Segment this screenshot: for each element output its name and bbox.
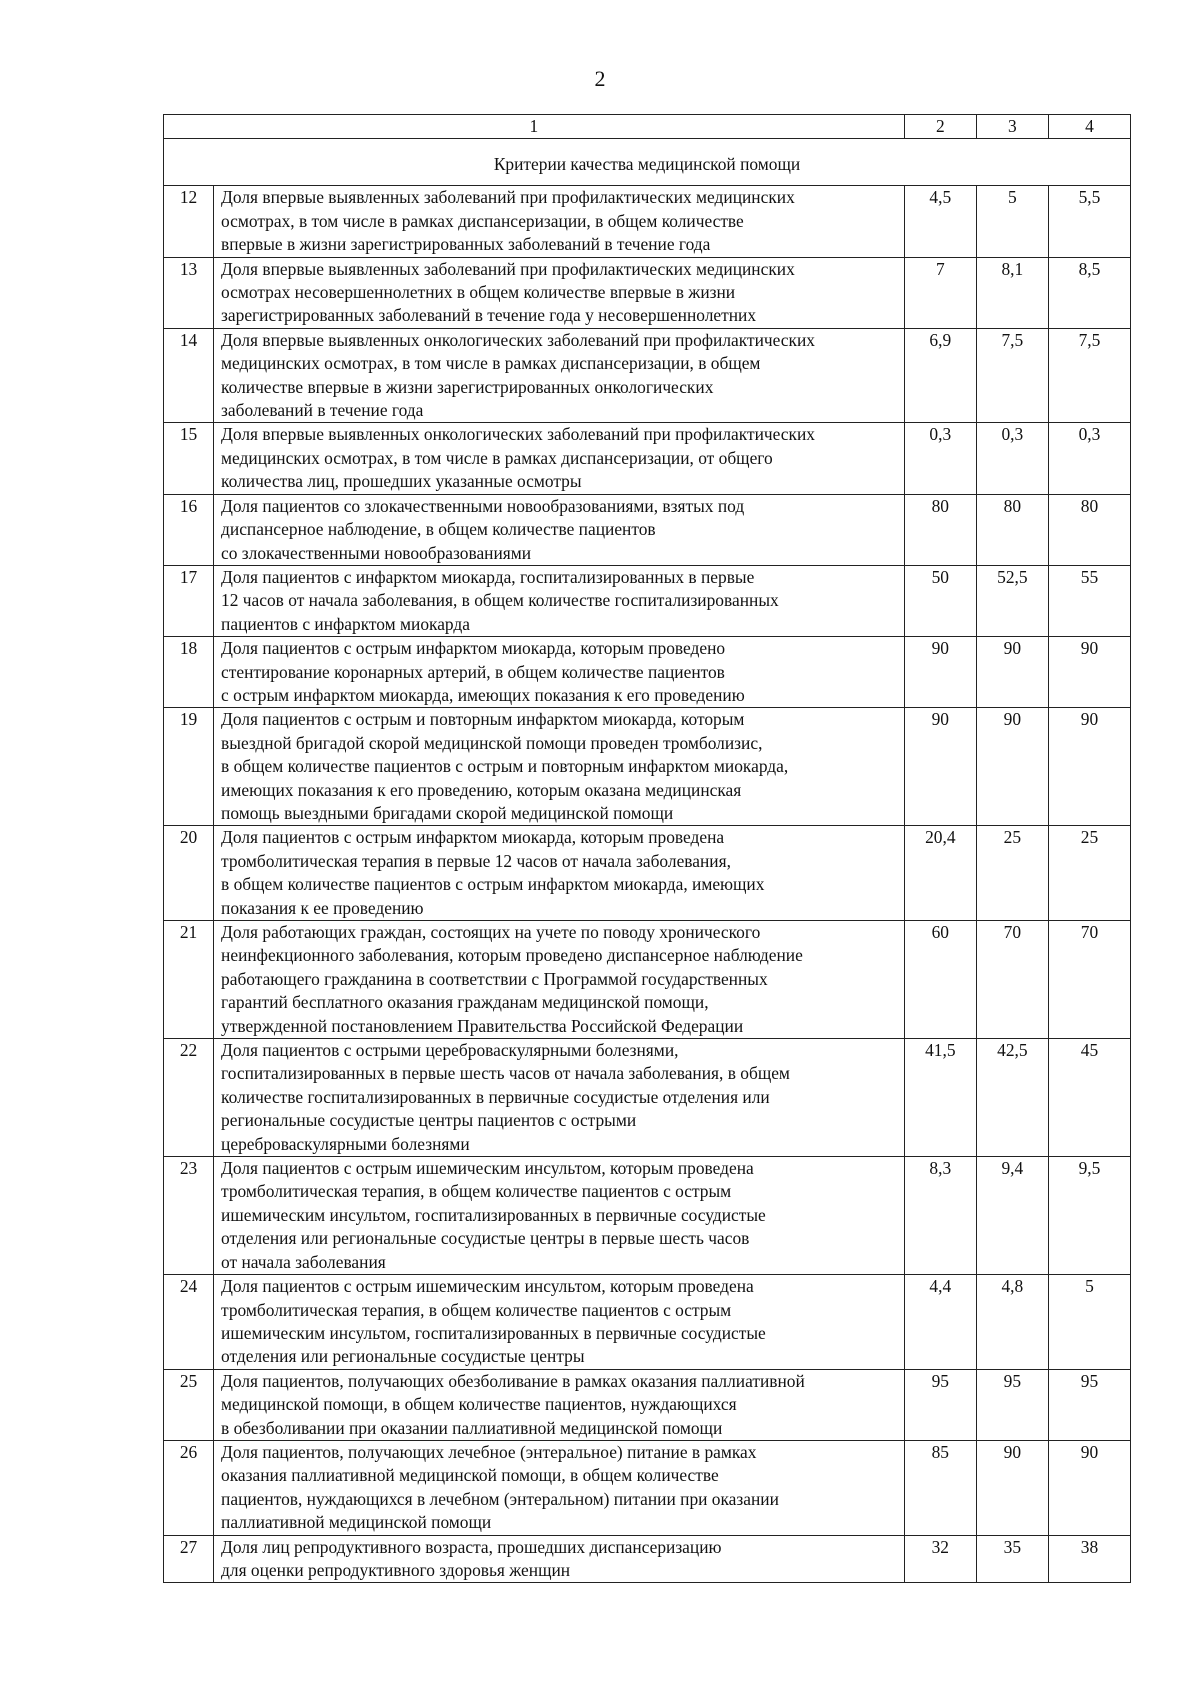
criterion-text-line: отделения или региональные сосудистые центры в первые шесть часов [221, 1228, 750, 1249]
criterion-text-line: медицинской помощи, в общем количестве пациентов, нуждающихся [221, 1394, 737, 1415]
value-v4: 55 [1048, 565, 1130, 636]
column-number-row [164, 115, 1131, 139]
value-v4: 70 [1048, 921, 1130, 1039]
column-header-2: 2 [904, 115, 976, 139]
criterion-text-line: пациентов с инфарктом миокарда [221, 613, 470, 634]
criterion-text-line: Доля пациентов с инфарктом миокарда, госпитализированных в первые [221, 566, 755, 587]
criterion-text-line: диспансерное наблюдение, в общем количестве пациентов [221, 519, 656, 540]
value-v3: 4,8 [976, 1275, 1048, 1370]
value-v4: 8,5 [1048, 257, 1130, 328]
value-v2: 4,5 [904, 186, 976, 257]
value-v3: 9,4 [976, 1157, 1048, 1275]
criterion-text [214, 826, 905, 921]
criterion-text-line: неинфекционного заболевания, которым проведено диспансерное наблюдение [221, 945, 803, 966]
value-v4: 0,3 [1048, 423, 1130, 494]
column-header-3: 3 [976, 115, 1048, 139]
value-v4: 5,5 [1048, 186, 1130, 257]
value-v2: 50 [904, 565, 976, 636]
criterion-text-line: заболеваний в течение года [221, 400, 424, 421]
table-row [164, 565, 1131, 636]
criterion-text-line: впервые в жизни зарегистрированных заболеваний в течение года [221, 234, 711, 255]
criterion-text [214, 186, 905, 257]
row-number: 12 [164, 186, 214, 257]
criterion-text-line: медицинских осмотрах, в том числе в рамках диспансеризации, от общего [221, 447, 773, 468]
row-number: 22 [164, 1039, 214, 1157]
value-v3: 70 [976, 921, 1048, 1039]
criterion-text-line: осмотрах несовершеннолетних в общем количестве впервые в жизни [221, 282, 736, 303]
value-v2: 4,4 [904, 1275, 976, 1370]
criterion-text-line: помощь выездными бригадами скорой медицинской помощи [221, 802, 674, 823]
row-number: 27 [164, 1535, 214, 1583]
criterion-text-line: Доля пациентов, получающих лечебное (энтеральное) питание в рамках [221, 1441, 757, 1462]
row-number: 21 [164, 921, 214, 1039]
table-row [164, 826, 1131, 921]
section-title-row [164, 139, 1131, 186]
criterion-text-line: Доля пациентов с острым ишемическим инсультом, которым проведена [221, 1158, 754, 1179]
criterion-text-line: Доля пациентов с острым ишемическим инсультом, которым проведена [221, 1276, 754, 1297]
criterion-text-line: отделения или региональные сосудистые центры [221, 1346, 585, 1367]
criterion-text-line: с острым инфарктом миокарда, имеющих показания к его проведению [221, 684, 745, 705]
row-number: 17 [164, 565, 214, 636]
column-header-1: 1 [164, 115, 905, 139]
criterion-text [214, 1440, 905, 1535]
value-v2: 90 [904, 637, 976, 708]
row-number: 16 [164, 494, 214, 565]
column-header-4: 4 [1048, 115, 1130, 139]
value-v2: 7 [904, 257, 976, 328]
row-number: 18 [164, 637, 214, 708]
page-number: 2 [594, 66, 606, 91]
criterion-text-line: Доля работающих граждан, состоящих на учете по поводу хронического [221, 922, 761, 942]
criterion-text-line: тромболитическая терапия в первые 12 часов от начала заболевания, [221, 850, 731, 871]
criterion-text-line: медицинских осмотрах, в том числе в рамках диспансеризации, в общем [221, 353, 761, 374]
value-v2: 6,9 [904, 328, 976, 423]
row-number: 15 [164, 423, 214, 494]
criterion-text-line: осмотрах, в том числе в рамках диспансеризации, в общем количестве [221, 210, 744, 231]
criterion-text [214, 1157, 905, 1275]
criterion-text-line: в общем количестве пациентов с острым инфарктом миокарда, имеющих [221, 874, 765, 895]
value-v2: 85 [904, 1440, 976, 1535]
criterion-text [214, 565, 905, 636]
table-row [164, 708, 1131, 826]
criterion-text-line: в обезболивании при оказании паллиативной медицинской помощи [221, 1417, 723, 1438]
criterion-text-line: Доля впервые выявленных онкологических заболеваний при профилактических [221, 424, 815, 445]
criterion-text-line: тромболитическая терапия, в общем количестве пациентов с острым [221, 1299, 732, 1320]
criterion-text-line: ишемическим инсультом, госпитализированных в первичные сосудистые [221, 1204, 766, 1225]
criterion-text-line: цереброваскулярными болезнями [221, 1133, 470, 1154]
criterion-text-line: имеющих показания к его проведению, которым оказана медицинская [221, 779, 742, 800]
value-v3: 90 [976, 708, 1048, 826]
value-v4: 45 [1048, 1039, 1130, 1157]
criterion-text-line: Доля впервые выявленных заболеваний при профилактических медицинских [221, 187, 795, 208]
criterion-text [214, 257, 905, 328]
row-number: 26 [164, 1440, 214, 1535]
criterion-text-line: региональные сосудистые центры пациентов с острыми [221, 1110, 637, 1131]
criterion-text-line: от начала заболевания [221, 1251, 386, 1272]
criterion-text [214, 1369, 905, 1440]
value-v3: 95 [976, 1369, 1048, 1440]
value-v2: 60 [904, 921, 976, 1039]
value-v4: 90 [1048, 708, 1130, 826]
value-v3: 25 [976, 826, 1048, 921]
criterion-text-line: ишемическим инсультом, госпитализированных в первичные сосудистые [221, 1322, 766, 1343]
criterion-text-line: количества лиц, прошедших указанные осмотры [221, 471, 582, 492]
value-v3: 0,3 [976, 423, 1048, 494]
value-v4: 5 [1048, 1275, 1130, 1370]
criterion-text-line: зарегистрированных заболеваний в течение года у несовершеннолетних [221, 305, 757, 326]
criterion-text [214, 1535, 905, 1583]
value-v4: 9,5 [1048, 1157, 1130, 1275]
criterion-text-line: количестве госпитализированных в первичные сосудистые отделения или [221, 1086, 770, 1107]
row-number: 19 [164, 708, 214, 826]
table-row [164, 637, 1131, 708]
criterion-text-line: Доля пациентов с острым и повторным инфарктом миокарда, которым [221, 709, 745, 730]
criterion-text-line: Доля пациентов со злокачественными новообразованиями, взятых под [221, 495, 745, 516]
table-row [164, 186, 1131, 257]
row-number: 13 [164, 257, 214, 328]
row-number: 20 [164, 826, 214, 921]
value-v3: 5 [976, 186, 1048, 257]
table-row [164, 328, 1131, 423]
criterion-text [214, 1275, 905, 1370]
criterion-text [214, 494, 905, 565]
criterion-text [214, 423, 905, 494]
table-row [164, 1157, 1131, 1275]
criterion-text-line: Доля пациентов, получающих обезболивание в рамках оказания паллиативной [221, 1370, 805, 1391]
table-row [164, 1440, 1131, 1535]
table-row [164, 1369, 1131, 1440]
value-v3: 90 [976, 637, 1048, 708]
value-v2: 80 [904, 494, 976, 565]
table-row [164, 423, 1131, 494]
criterion-text-line: в общем количестве пациентов с острым и повторным инфарктом миокарда, [221, 756, 789, 777]
criterion-text-line: оказания паллиативной медицинской помощи, в общем количестве [221, 1465, 719, 1486]
value-v2: 8,3 [904, 1157, 976, 1275]
row-number: 24 [164, 1275, 214, 1370]
value-v2: 0,3 [904, 423, 976, 494]
criterion-text [214, 328, 905, 423]
value-v4: 80 [1048, 494, 1130, 565]
value-v2: 95 [904, 1369, 976, 1440]
criterion-text-line: Доля впервые выявленных заболеваний при профилактических медицинских [221, 258, 795, 279]
criteria-table [163, 114, 1131, 1583]
criterion-text-line: стентирование коронарных артерий, в общем количестве пациентов [221, 661, 725, 682]
value-v4: 7,5 [1048, 328, 1130, 423]
row-number: 14 [164, 328, 214, 423]
row-number: 23 [164, 1157, 214, 1275]
criterion-text-line: Доля лиц репродуктивного возраста, прошедших диспансеризацию [221, 1536, 722, 1557]
table-row [164, 257, 1131, 328]
criterion-text-line: выездной бригадой скорой медицинской помощи проведен тромболизис, [221, 732, 763, 753]
table-row [164, 921, 1131, 1039]
criterion-text [214, 921, 905, 1039]
row-number: 25 [164, 1369, 214, 1440]
criterion-text-line: утвержденной постановлением Правительства Российской Федерации [221, 1015, 744, 1036]
criterion-text-line: пациентов, нуждающихся в лечебном (энтеральном) питании при оказании [221, 1488, 779, 1509]
criterion-text-line: показания к ее проведению [221, 897, 424, 918]
value-v3: 35 [976, 1535, 1048, 1583]
criterion-text-line: Доля впервые выявленных онкологических заболеваний при профилактических [221, 329, 815, 350]
value-v2: 20,4 [904, 826, 976, 921]
value-v3: 90 [976, 1440, 1048, 1535]
table-row [164, 1275, 1131, 1370]
criterion-text-line: работающего гражданина в соответствии с Программой государственных [221, 968, 768, 989]
table-row [164, 1039, 1131, 1157]
value-v3: 52,5 [976, 565, 1048, 636]
value-v4: 25 [1048, 826, 1130, 921]
criterion-text [214, 637, 905, 708]
value-v3: 7,5 [976, 328, 1048, 423]
criterion-text-line: Доля пациентов с острым инфарктом миокарда, которым проведено [221, 638, 726, 659]
value-v4: 95 [1048, 1369, 1130, 1440]
value-v2: 32 [904, 1535, 976, 1583]
value-v2: 90 [904, 708, 976, 826]
value-v3: 42,5 [976, 1039, 1048, 1157]
criterion-text-line: тромболитическая терапия, в общем количестве пациентов с острым [221, 1181, 732, 1202]
criterion-text-line: количестве впервые в жизни зарегистрированных онкологических [221, 376, 714, 397]
value-v2: 41,5 [904, 1039, 976, 1157]
value-v3: 8,1 [976, 257, 1048, 328]
section-title: Критерии качества медицинской помощи [164, 139, 1131, 186]
criterion-text [214, 708, 905, 826]
criterion-text-line: паллиативной медицинской помощи [221, 1512, 492, 1533]
criterion-text-line: гарантий бесплатного оказания гражданам медицинской помощи, [221, 992, 709, 1013]
value-v4: 90 [1048, 637, 1130, 708]
table-row [164, 494, 1131, 565]
criterion-text [214, 1039, 905, 1157]
table-row [164, 1535, 1131, 1583]
criterion-text-line: для оценки репродуктивного здоровья женщин [221, 1559, 571, 1580]
criterion-text-line: Доля пациентов с острыми цереброваскулярными болезнями, [221, 1040, 679, 1061]
criterion-text-line: 12 часов от начала заболевания, в общем количестве госпитализированных [221, 590, 779, 611]
criterion-text-line: госпитализированных в первые шесть часов от начала заболевания, в общем [221, 1063, 790, 1084]
criterion-text-line: Доля пациентов с острым инфарктом миокарда, которым проведена [221, 827, 725, 848]
value-v4: 38 [1048, 1535, 1130, 1583]
value-v3: 80 [976, 494, 1048, 565]
value-v4: 90 [1048, 1440, 1130, 1535]
criterion-text-line: со злокачественными новообразованиями [221, 542, 532, 563]
